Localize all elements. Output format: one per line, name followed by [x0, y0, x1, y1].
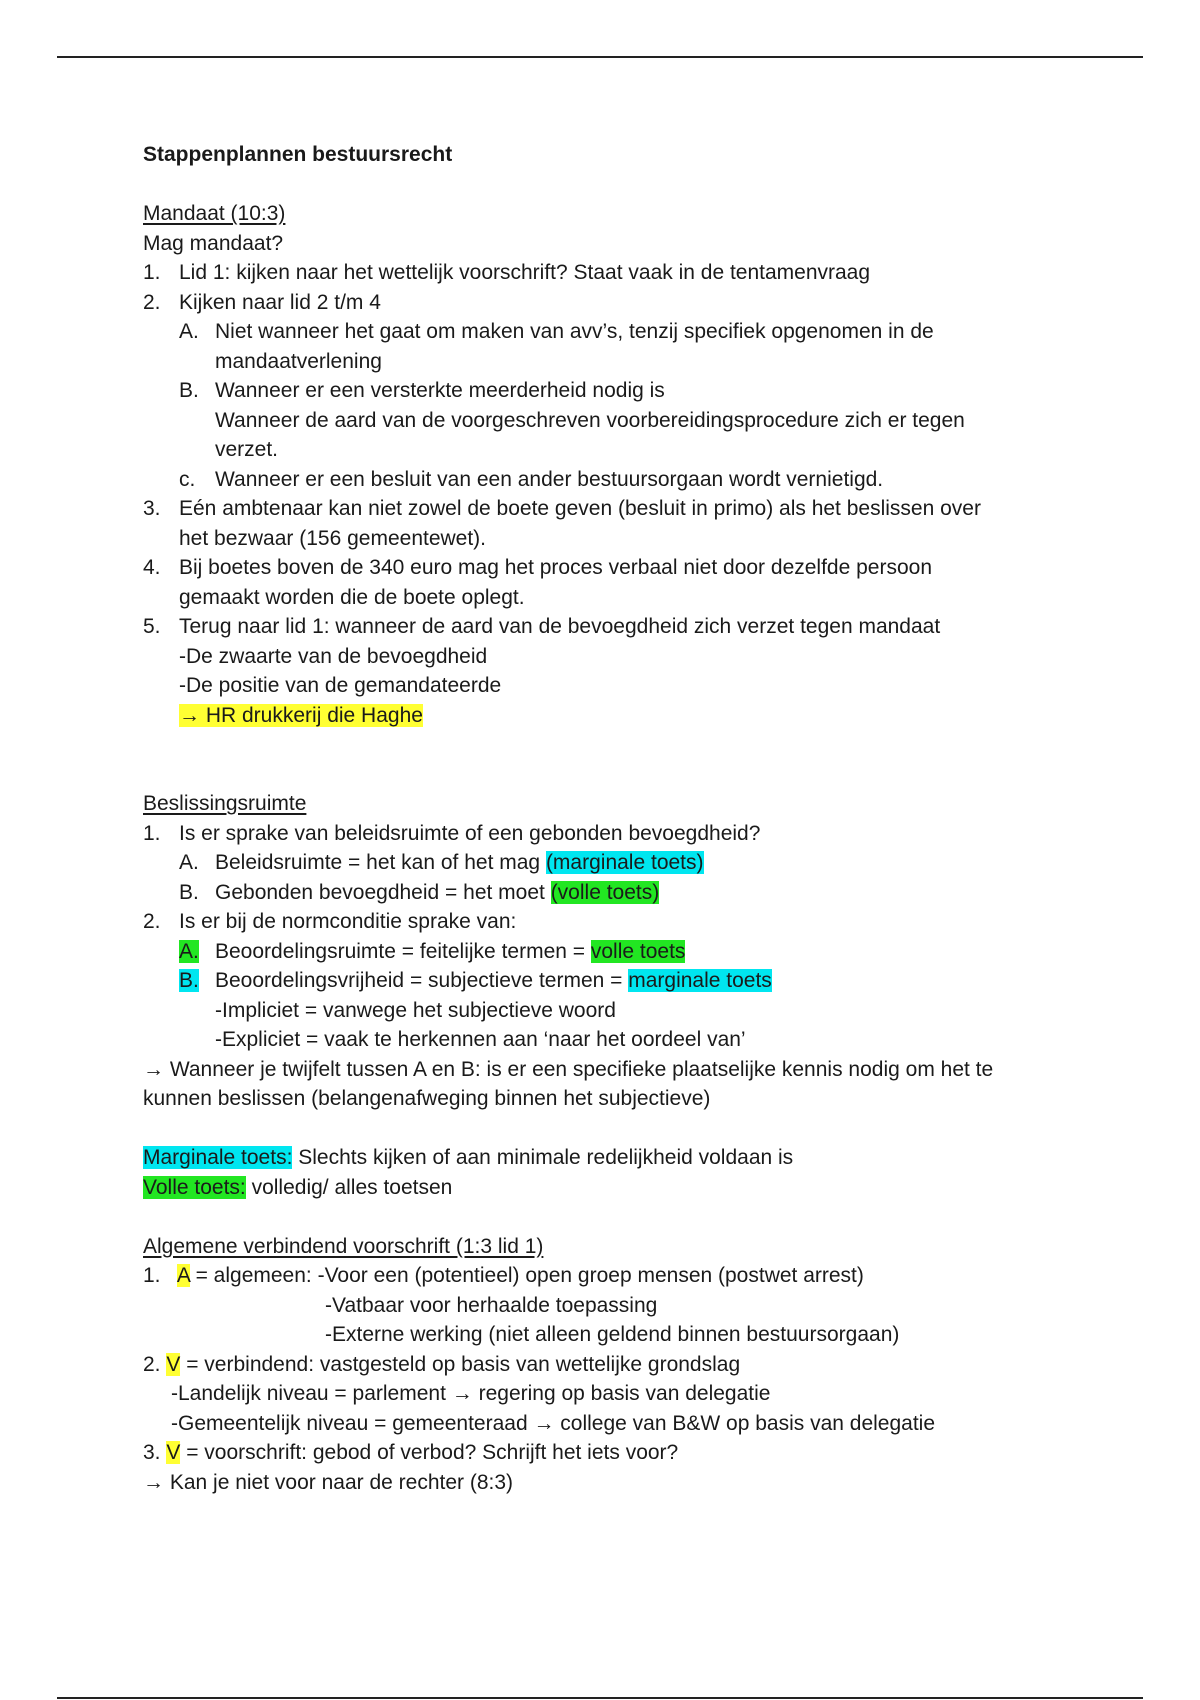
- case-reference: [143, 701, 1103, 731]
- highlight-yellow: A: [176, 1264, 190, 1287]
- mandaat-question: Mag mandaat?: [143, 231, 284, 255]
- highlight-yellow: V: [166, 1441, 181, 1464]
- footer-rule: [57, 1697, 1143, 1699]
- list-item: 5. Terug naar lid 1: wanneer de aard van de bevoegdheid zich verzet tegen mandaat: [143, 615, 941, 638]
- highlight-yellow: → HR drukkerij die Haghe: [179, 703, 423, 727]
- list-item-cont: -De zwaarte van de bevoegdheid: [179, 644, 488, 668]
- list-item: 2. Kijken naar lid 2 t/m 4: [143, 290, 381, 314]
- document-title: Stappenplannen bestuursrecht: [143, 143, 453, 166]
- sub-list-item-cont: Wanneer de aard van de voorgeschreven voorbereidingsprocedure zich er tegen: [215, 408, 965, 432]
- sub-list-item-cont: mandaatverlening: [215, 349, 382, 373]
- list-item: 1. Lid 1: kijken naar het wettelijk voorschrift? Staat vaak in de tentamenvraag: [143, 261, 871, 284]
- list-item: 2. V = verbindend: vastgesteld op basis van wettelijke grondslag: [143, 1352, 741, 1376]
- list-item-cont: gemaakt worden die de boete oplegt.: [179, 585, 525, 609]
- list-item: 2. Is er bij de normconditie sprake van:: [143, 910, 517, 933]
- list-item-cont: -De positie van de gemandateerde: [179, 674, 502, 697]
- header-rule: [57, 56, 1143, 58]
- sub-list-item: A. Beleidsruimte = het kan of het mag (marginale toets): [179, 851, 704, 874]
- sub-list-item-cont: -Impliciet = vanwege het subjectieve woord: [215, 998, 616, 1022]
- highlight-green: A.: [179, 939, 199, 963]
- section-heading-mandaat: Mandaat (10:3): [143, 202, 286, 225]
- definition-volle-toets: Volle toets: volledig/ alles toetsen: [143, 1175, 453, 1199]
- list-item-cont: -Landelijk niveau = parlement → regering op basis van delegatie: [171, 1382, 771, 1405]
- document-body: [143, 140, 1103, 1497]
- highlight-green: Volle toets:: [143, 1175, 246, 1199]
- highlight-yellow: V: [166, 1352, 181, 1376]
- sub-list-item: B. Beoordelingsvrijheid = subjectieve termen = marginale toets: [179, 969, 772, 992]
- list-item-cont: -Vatbaar voor herhaalde toepassing: [325, 1293, 658, 1317]
- note-line: → Wanneer je twijfelt tussen A en B: is er een specifieke plaatselijke kennis nodig om het te: [143, 1057, 994, 1081]
- highlight-green: (volle toets): [550, 880, 660, 904]
- note-line: kunnen beslissen (belangenafweging binnen het subjectieve): [143, 1087, 711, 1110]
- highlight-cyan: marginale toets: [628, 969, 772, 992]
- section-heading-avv: Algemene verbindend voorschrift (1:3 lid 1): [143, 1234, 544, 1258]
- sub-list-item: A. Niet wanneer het gaat om maken van avv’s, tenzij specifiek opgenomen in de: [179, 320, 934, 343]
- sub-list-item: c. Wanneer er een besluit van een ander bestuursorgaan wordt vernietigd.: [179, 467, 884, 491]
- list-item: 4. Bij boetes boven de 340 euro mag het proces verbaal niet door dezelfde persoon: [143, 556, 933, 579]
- highlight-cyan: (marginale toets): [545, 851, 704, 874]
- list-item: 1. Is er sprake van beleidsruimte of een gebonden bevoegdheid?: [143, 821, 761, 845]
- list-item-cont: het bezwaar (156 gemeentewet).: [179, 526, 487, 550]
- section-heading-beslissingsruimte: Beslissingsruimte: [143, 792, 307, 815]
- definition-marginale-toets: Marginale toets: Slechts kijken of aan minimale redelijkheid voldaan is: [143, 1146, 794, 1169]
- sub-list-item-cont: -Expliciet = vaak te herkennen aan ‘naar het oordeel van’: [215, 1028, 746, 1051]
- list-item: 1. A = algemeen: -Voor een (potentieel) open groep mensen (postwet arrest): [143, 1264, 864, 1287]
- sub-list-item: B. Gebonden bevoegdheid = het moet (volle toets): [179, 880, 660, 904]
- list-item-cont: -Externe werking (niet alleen geldend binnen bestuursorgaan): [325, 1323, 900, 1346]
- list-item: 3. V = voorschrift: gebod of verbod? Schrijft het iets voor?: [143, 1441, 679, 1464]
- list-item: 3. Eén ambtenaar kan niet zowel de boete geven (besluit in primo) als het beslissen over: [143, 497, 981, 520]
- sub-list-item: A. Beoordelingsruimte = feitelijke termen = volle toets: [179, 939, 686, 963]
- list-item-cont: -Gemeentelijk niveau = gemeenteraad → college van B&W op basis van delegatie: [171, 1411, 936, 1435]
- sub-list-item-cont: verzet.: [215, 438, 279, 461]
- highlight-cyan: B.: [179, 969, 199, 992]
- highlight-cyan: Marginale toets:: [143, 1146, 293, 1169]
- note-line: → Kan je niet voor naar de rechter (8:3): [143, 1470, 514, 1494]
- highlight-green: volle toets: [590, 939, 686, 963]
- sub-list-item: B. Wanneer er een versterkte meerderheid nodig is: [179, 379, 665, 402]
